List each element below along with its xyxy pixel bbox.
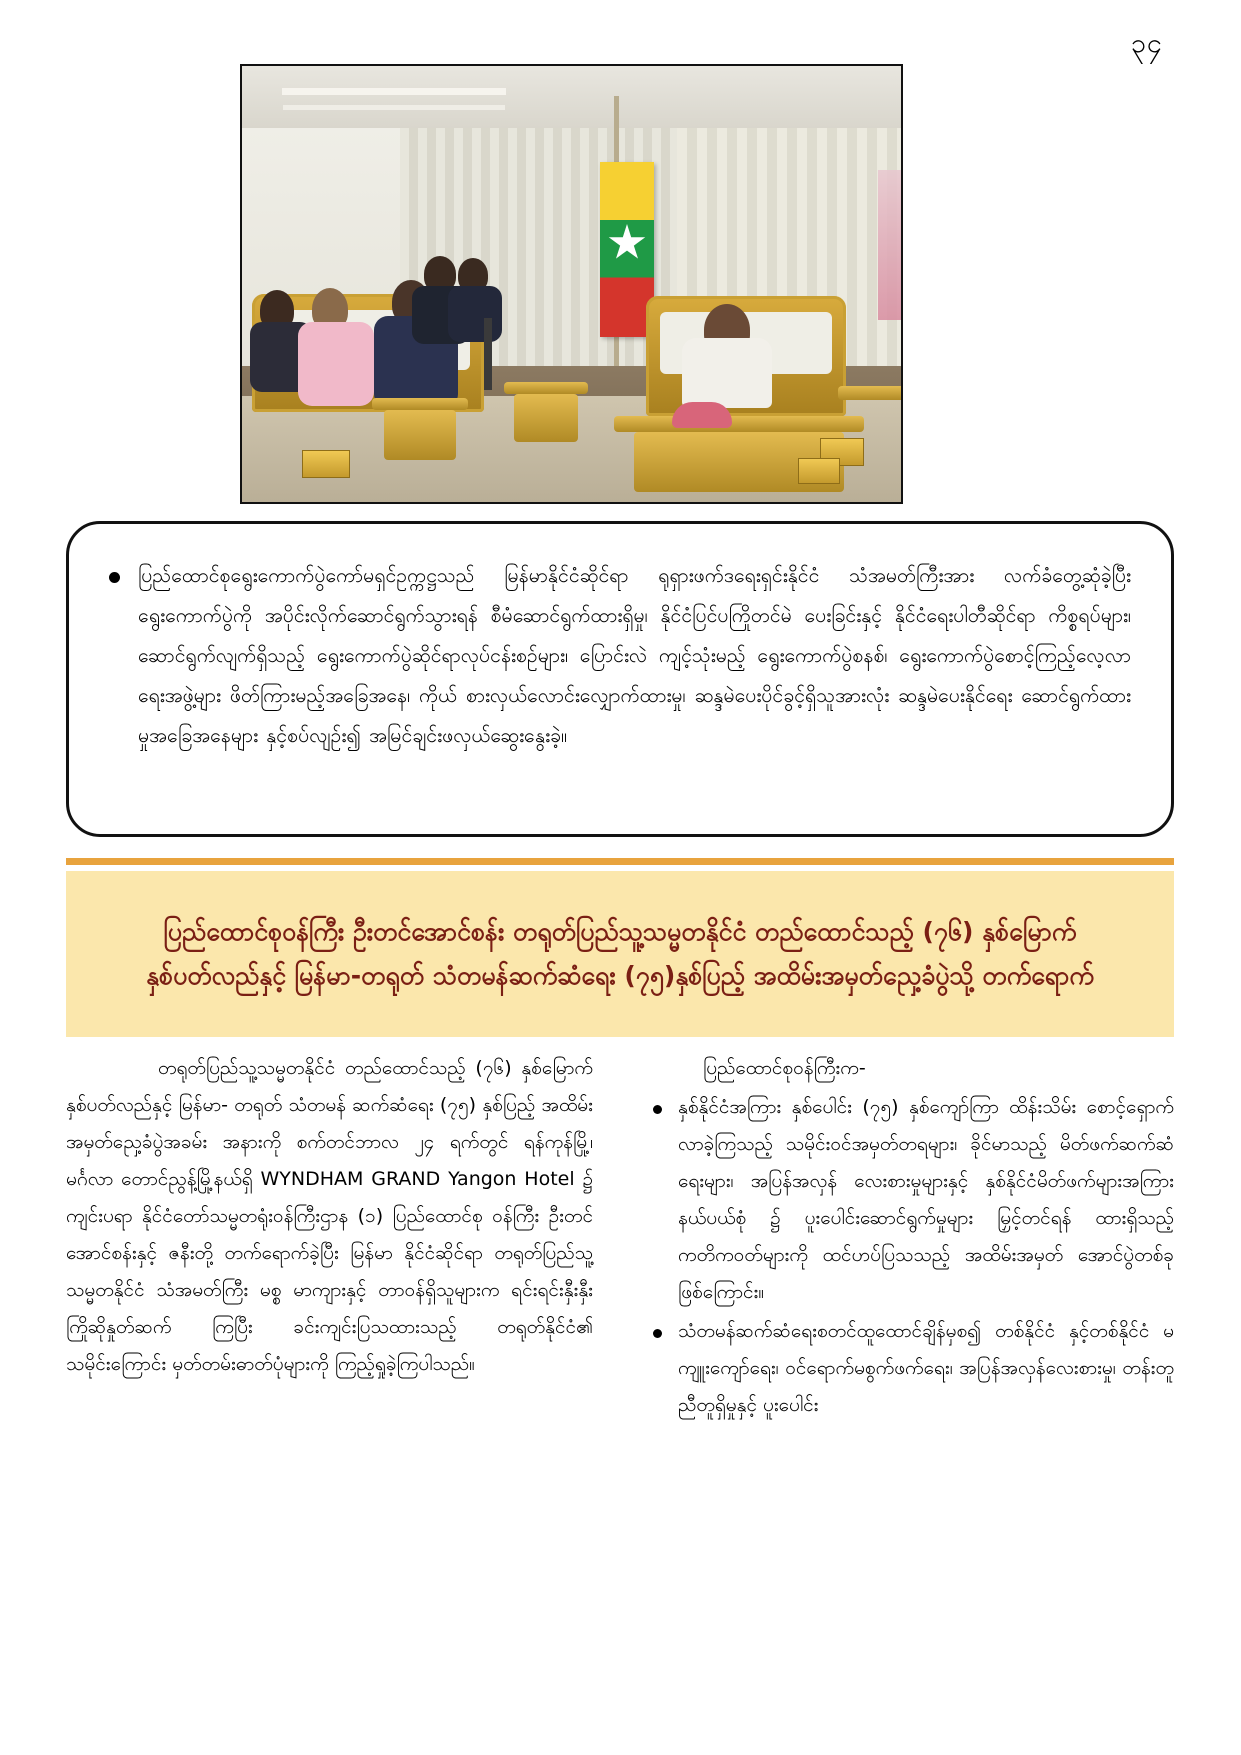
- bullet-dot-icon: [653, 1329, 662, 1338]
- flower-arrangement: [672, 402, 732, 428]
- right-column-lead: ပြည်ထောင်စုဝန်ကြီးက-: [703, 1057, 866, 1079]
- right-bullet-item: [647, 1089, 1174, 1311]
- banner-top-rule: [66, 858, 1174, 865]
- gold-box-1: [302, 450, 350, 478]
- headline-title: ပြည်ထောင်စုဝန်ကြီး ဦးတင်အောင်စန်း တရုတ်ပြည်သူ့သမ္မတနိုင်ငံ တည်ထောင်သည့် (၇၆) နှစ်မြောက် နှစ်ပတ်လည်နှင့် မြန်မာ-တရုတ် သံတမန်ဆက်ဆံရေး (၇၅)နှစ်ပြည့် အထိမ်းအမှတ်ညှေ့ခံပွဲသို့ တက်ရောက်: [146, 917, 1094, 990]
- person-5-body: [448, 286, 502, 342]
- center-table-top: [614, 416, 864, 432]
- callout-bullet-item: [109, 556, 1131, 756]
- photo-scene: [242, 66, 901, 502]
- secondary-flag-icon: [878, 170, 901, 320]
- side-table-3-top: [838, 386, 901, 400]
- person-2-body: [298, 322, 374, 406]
- right-bullet-text: သံတမန်ဆက်ဆံရေးစတင်ထူထောင်ချိန်မှစ၍ တစ်နိုင်ငံ နှင့်တစ်နိုင်ငံ မကျူးကျော်ရေး၊ ဝင်ရောက်မစွက်ဖက်ရေး၊ အပြန်အလှန်လေးစားမှု၊ တန်းတူညီတူရှိမှုနှင့် ပူးပေါင်း: [678, 1320, 1174, 1417]
- microphone-stand: [484, 318, 492, 390]
- right-column: [647, 1050, 1174, 1690]
- right-bullet-text: နှစ်နိုင်ငံအကြား နှစ်ပေါင်း (၇၅) နှစ်ကျော်ကြာ ထိန်းသိမ်း စောင့်ရှောက်လာခဲ့ကြသည့် သမိုင်းဝင်အမှတ်တရများ၊ ခိုင်မာသည့် မိတ်ဖက်ဆက်ဆံရေးများ၊ အပြန်အလှန် လေးစားမှုများနှင့် နှစ်နိုင်ငံမိတ်ဖက်များအကြား နယ်ပယ်စုံ ၌ ပူးပေါင်းဆောင်ရွက်မှုများ မြှင့်တင်ရန် ထားရှိသည့် ကတိကဝတ်များကို ထင်ဟပ်ပြသသည့် အထိမ်းအမှတ် အောင်ပွဲတစ်ခုဖြစ်ကြောင်း။: [678, 1096, 1174, 1304]
- summary-callout-box: [66, 521, 1174, 837]
- page-number: ၃၄: [1130, 28, 1163, 59]
- left-column: [66, 1050, 593, 1690]
- side-table-2-top: [372, 398, 468, 410]
- callout-bullet-text: ပြည်ထောင်စုရွေးကောက်ပွဲကော်မရှင်ဥက္ကဋ္ဌသည် မြန်မာနိုင်ငံဆိုင်ရာ ရုရှားဖက်ဒရေးရှင်းနိုင်ငံ သံအမတ်ကြီးအား လက်ခံတွေ့ဆုံခဲ့ပြီး ရွေးကောက်ပွဲကို အပိုင်းလိုက်ဆောင်ရွက်သွားရန် စီမံဆောင်ရွက်ထားရှိမှု၊ နိုင်ငံပြင်ပကြိုတင်မဲ ပေးခြင်းနှင့် နိုင်ငံရေးပါတီဆိုင်ရာ ကိစ္စရပ်များ၊ ဆောင်ရွက်လျက်ရှိသည့် ရွေးကောက်ပွဲဆိုင်ရာလုပ်ငန်းစဉ်များ၊ ပြောင်းလဲ ကျင့်သုံးမည့် ရွေးကောက်ပွဲစနစ်၊ ရွေးကောက်ပွဲစောင့်ကြည့်လေ့လာရေးအဖွဲ့များ ဖိတ်ကြားမည့်အခြေအနေ၊ ကိုယ် စားလှယ်လောင်းလျှောက်ထားမှု၊ ဆန္ဒမဲပေးပိုင်ခွင့်ရှိသူအားလုံး ဆန္ဒမဲပေးနိုင်ရေး ဆောင်ရွက်ထားမှုအခြေအနေများ နှင့်စပ်လျဉ်း၍ အမြင်ချင်းဖလှယ်ဆွေးနွေးခဲ့။: [138, 564, 1131, 747]
- bullet-dot-icon: [109, 572, 120, 583]
- bullet-dot-icon: [653, 1105, 662, 1114]
- side-table-top: [504, 382, 588, 394]
- ceiling: [242, 66, 901, 136]
- left-column-paragraph: တရုတ်ပြည်သူ့သမ္မတနိုင်ငံ တည်ထောင်သည့် (၇၆) နှစ်မြောက် နှစ်ပတ်လည်နှင့် မြန်မာ- တရုတ် သံတမန် ဆက်ဆံရေး (၇၅) နှစ်ပြည့် အထိမ်းအမှတ်ညှေ့ခံပွဲအခမ်း အနားကို စက်တင်ဘာလ ၂၄ ရက်တွင် ရန်ကုန်မြို့၊ မင်္ဂလာ တောင်ညွန့်မြို့နယ်ရှိ WYNDHAM GRAND Yangon Hotel ၌ ကျင်းပရာ နိုင်ငံတော်သမ္မတရုံးဝန်ကြီးဌာန (၁) ပြည်ထောင်စု ဝန်ကြီး ဦးတင်အောင်စန်းနှင့် ဇနီးတို့ တက်ရောက်ခဲ့ပြီး မြန်မာ နိုင်ငံဆိုင်ရာ တရုတ်ပြည်သူ့သမ္မတနိုင်ငံ သံအမတ်ကြီး မစ္စ မာကျားနှင့် တာဝန်ရှိသူများက ရင်းရင်းနှီးနှီးကြိုဆိုနှုတ်ဆက် ကြပြီး ခင်းကျင်းပြသထားသည့် တရုတ်နိုင်ငံ၏ သမိုင်းကြောင်း မှတ်တမ်းဓာတ်ပုံများကို ကြည့်ရှုခဲ့ကြပါသည်။: [66, 1057, 593, 1376]
- side-table-body: [514, 394, 578, 442]
- person-official-body: [682, 338, 772, 408]
- right-bullet-item: [647, 1313, 1174, 1424]
- article-columns: [66, 1050, 1174, 1690]
- headline-banner: [66, 871, 1174, 1037]
- meeting-photo: [240, 64, 903, 504]
- gold-box-3: [798, 458, 840, 484]
- side-table-2-body: [384, 410, 456, 460]
